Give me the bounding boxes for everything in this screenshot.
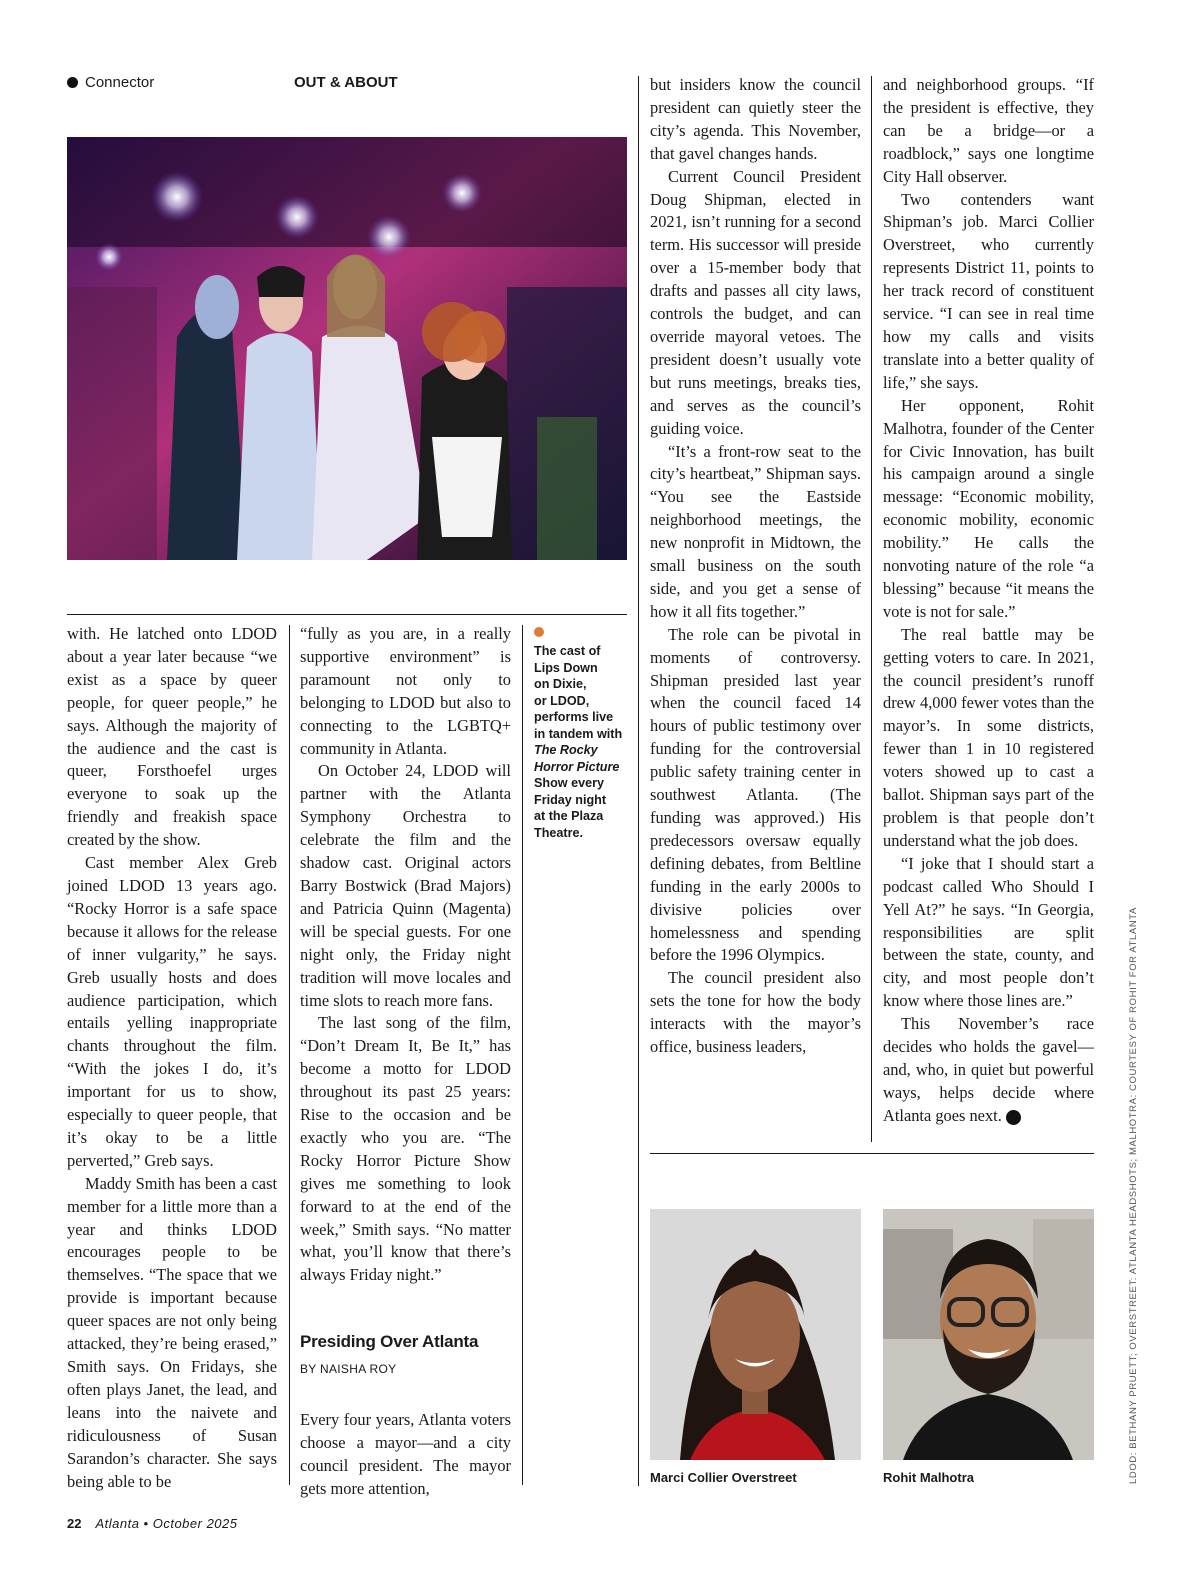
portrait-overstreet (650, 1209, 861, 1460)
paragraph: Current Council President Doug Shipman, elected in 2021, isn’t running for a second term. His successor will preside over a 15-member body that drafts and passes all city laws, controls the budget, and can override mayoral vetoes. The president doesn’t usually vote but runs meetings, breaks ties, and serves as the council’s guiding voice. (650, 166, 861, 438)
paragraph: The role can be pivotal in moments of controversy. Shipman presided last year when the council faced 14 hours of public testimony over funding for the controversial public safety training center in southwest Atlanta. (The funding was approved.) His predecessors oversaw equally defining debates, from Beltline funding in the early 2000s to divisive policies over homelessness and spending before the 1996 Olympics. (650, 624, 861, 965)
article-column-4 (883, 74, 1094, 1128)
paragraph: “I joke that I should start a podcast called Who Should I Yell At?” he says. “In Georgia, responsibilities are split between the state, county, and city, and most people don’t know where those lines are.” (883, 853, 1094, 1011)
paragraph: and neighborhood groups. “If the president is effective, they can be a bridge—or a roadblock,” says one longtime City Hall observer. (883, 75, 1094, 186)
ldod-cast-photo (67, 137, 627, 560)
paragraph (883, 1013, 1094, 1128)
paragraph: The council president also sets the tone for how the body interacts with the mayor’s office, business leaders, (650, 968, 861, 1057)
bullet-icon (67, 77, 78, 88)
caption-line: The cast of (534, 644, 601, 658)
page-header (67, 74, 627, 96)
caption-line: Show every (534, 776, 604, 790)
paragraph: with. He latched onto LDOD about a year later because “we exist as a space by queer people, for queer people,” he says. Although the majority of the audience and the cast is queer, Forsthoefel urges everyone to soak up the friendly and freakish space created by the show. (67, 624, 277, 850)
caption-line: in tandem with (534, 726, 623, 741)
paragraph: Every four years, Atlanta voters choose a mayor—and a city council president. The mayor gets more attention, (300, 1410, 511, 1498)
caption-line: Horror Picture (534, 759, 620, 774)
column-divider (638, 76, 639, 1486)
caption-line: Friday night (534, 792, 607, 807)
column-divider (522, 625, 523, 1485)
paragraph: Her opponent, Rohit Malhotra, founder of the Center for Civic Innovation, has built his campaign around a single message: “Economic mobility, economic mobility, economic mobility.” He calls the nonvoting nature of the role “a blessing” because “it means the vote is not for sale.” (883, 395, 1094, 621)
caption-line: at the Plaza (534, 809, 604, 823)
paragraph: The real battle may be getting voters to care. In 2021, the council president’s runoff drew 4,000 fewer votes than the mayor’s. In some districts, fewer than 1 in 10 registered voters showed up to cast a ballot. Shipman says part of the problem is that people don’t understand what the job does. (883, 624, 1094, 850)
section-name: Connector (67, 74, 154, 91)
caption-bullet-icon (534, 627, 544, 637)
caption-line: or LDOD, (534, 693, 590, 708)
portrait-caption: Marci Collier Overstreet (650, 1470, 797, 1485)
publication-line: Atlanta • October 2025 (95, 1516, 238, 1531)
article-column-1 (67, 623, 277, 1493)
column-divider (871, 76, 872, 1142)
paragraph: On October 24, LDOD will partner with the Atlanta Symphony Orchestra to celebrate the film and the shadow cast. Original actors Barry Bostwick (Brad Majors) and Patricia Quinn (Magenta) will be special guests. For one night only, the Friday night tradition will move locales and time slots to reach more fans. (300, 761, 511, 1010)
final-paragraph-text: This November’s race decides who holds the gavel—and, who, in quiet but powerful ways, helps decide where Atlanta goes next. (883, 1014, 1094, 1125)
paragraph: but insiders know the council president can quietly steer the city’s agenda. This November, that gavel changes hands. (650, 75, 861, 163)
page-footer (67, 1516, 238, 1531)
article-column-3 (650, 74, 861, 1059)
paragraph: The last song of the film, “Don’t Dream It, Be It,” has become a motto for LDOD throughout its past 25 years: Rise to the occasion and be exactly who you are. “The Rocky Horror Picture Show gives me something to look forward to at the end of the week,” Smith says. “No matter what, you’ll know that there’s always Friday night.” (300, 1013, 511, 1285)
paragraph: “fully as you are, in a really supportive environment” is paramount not only to belonging to LDOD but also to connecting to the LGBTQ+ community in Atlanta. (300, 624, 511, 758)
paragraph: Cast member Alex Greb joined LDOD 13 years ago. “Rocky Horror is a safe space because it allows for the release of inner vulgarity,” he says. Greb usually hosts and does audience participation, which entails yelling inappropriate chants throughout the film. “With the jokes I do, it’s important for us to show, especially to queer people, that it’s okay to be a little perverted,” Greb says. (67, 853, 277, 1170)
caption-line: Lips Down (534, 660, 598, 675)
portrait-caption: Rohit Malhotra (883, 1470, 974, 1485)
article-column-2 (300, 623, 511, 1501)
photo-caption (534, 627, 630, 841)
end-mark-icon: A (1006, 1110, 1021, 1125)
page-number: 22 (67, 1516, 82, 1531)
paragraph: Two contenders want Shipman’s job. Marci Collier Overstreet, who currently represents District 11, points to her track record of constituent service. “I can see in real time how my calls and visits translate into a better quality of life,” she says. (883, 189, 1094, 392)
paragraph: Maddy Smith has been a cast member for a little more than a year and thinks LDOD encourages people to be themselves. “The space that we provide is important because queer spaces are not only being attacked, they’re being erased,” Smith says. On Fridays, she often plays Janet, the lead, and leans into the naivete and ridiculousness of Susan Sarandon’s character. She says being able to be (67, 1173, 277, 1491)
caption-line: The Rocky (534, 743, 598, 757)
article-headline: Presiding Over Atlanta (300, 1332, 479, 1352)
portrait-top-rule (650, 1153, 1094, 1154)
paragraph: “It’s a front-row seat to the city’s heartbeat,” Shipman says. “You see the Eastside neighborhood meetings, the new nonprofit in Midtown, the small business on the south side, and you get a sense of how it all fits together.” (650, 441, 861, 621)
byline: BY NAISHA ROY (300, 1362, 397, 1377)
caption-line: on Dixie, (534, 677, 587, 691)
section-label: OUT & ABOUT (294, 74, 398, 91)
photo-bottom-rule (67, 614, 627, 615)
caption-line: Theatre. (534, 825, 583, 840)
column-divider (289, 625, 290, 1485)
portrait-malhotra (883, 1209, 1094, 1460)
photo-credit: LDOD: BETHANY PRUETT; OVERSTREET: ATLANTA HEADSHOTS; MALHOTRA: COURTESY OF ROHIT FOR ATLANTA (1128, 907, 1139, 1484)
caption-line: performs live (534, 710, 614, 724)
